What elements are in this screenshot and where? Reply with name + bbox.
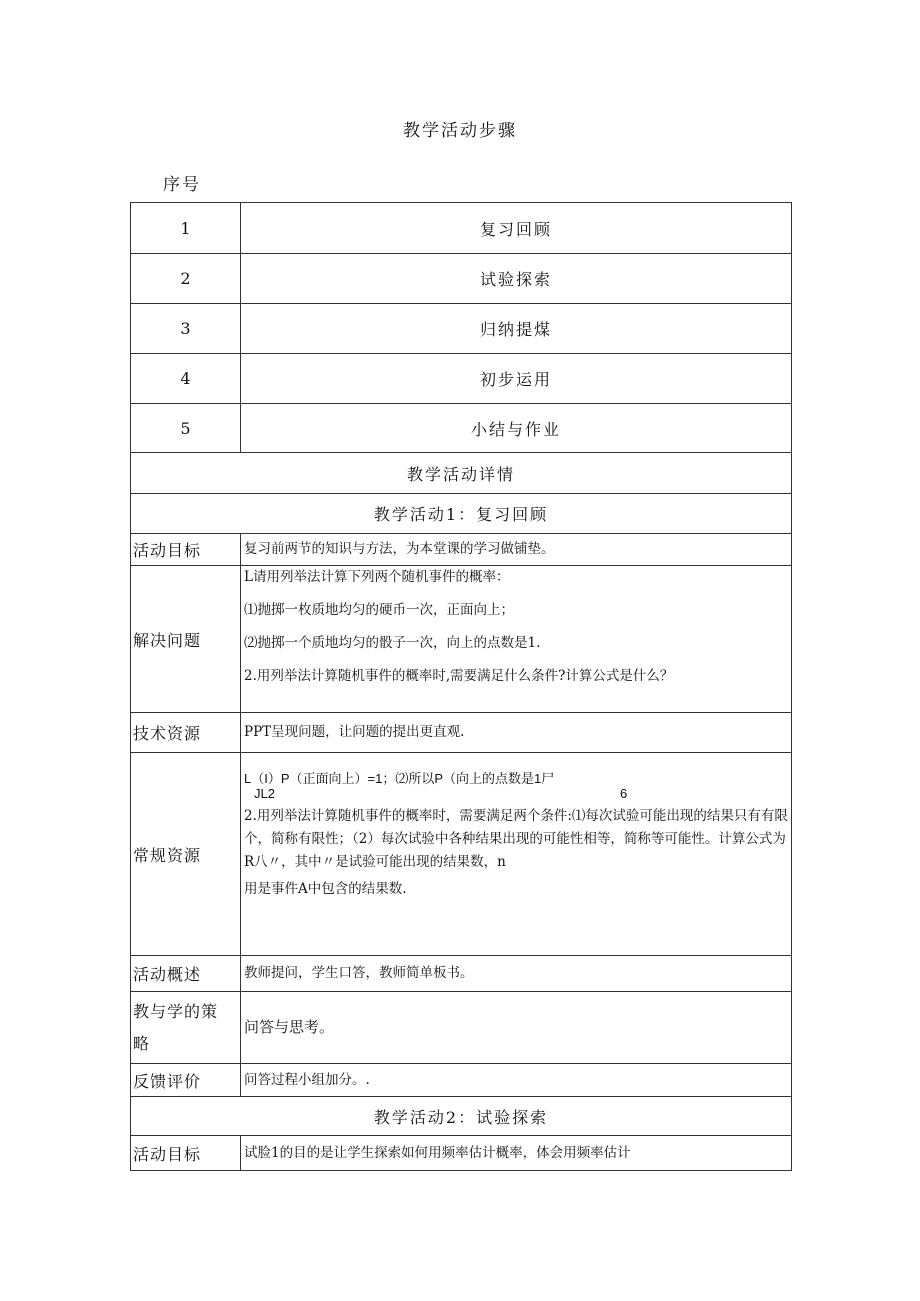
step-name: 小结与作业 [241, 404, 792, 453]
overview-text: 教师提问，学生口答，教师简单板书。 [241, 956, 792, 992]
step-number: 3 [131, 304, 241, 354]
strategy-text: 问答与思考。 [241, 992, 792, 1064]
activity1-feedback-row [131, 1064, 792, 1097]
tech-label: 技术资源 [131, 713, 241, 753]
activity1-goal-row [131, 534, 792, 566]
regular-label: 常规资源 [131, 753, 241, 956]
step-name: 归纳提煤 [241, 304, 792, 354]
activity2-heading-row [131, 1097, 792, 1136]
activity1-strategy-row [131, 992, 792, 1064]
activity1-tech-row [131, 713, 792, 753]
strategy-label-line2: 略 [133, 1033, 151, 1053]
step-name: 初步运用 [241, 354, 792, 404]
step-name: 试验探索 [241, 254, 792, 304]
step-number: 1 [131, 203, 241, 254]
sequence-label: 序号 [163, 175, 201, 195]
step-row [131, 304, 792, 354]
goal-text: 复习前两节的知识与方法，为本堂课的学习做铺垫。 [241, 534, 792, 566]
problem-line: ⑴抛掷一枚质地均匀的硬币一次，正面向上； [244, 601, 514, 618]
page-title: 教学活动步骤 [403, 121, 517, 141]
activity1-heading-row [131, 494, 792, 534]
step-row [131, 404, 792, 453]
regular-paragraph: 2.用列举法计算随机事件的概率时，需要满足两个条件:⑴每次试验可能出现的结果只有有限个，简称有限性；（2）每次试验中各种结果出现的可能性相等，简称等可能性。计算公式为R八〃，其中〃是试验可能出现的结果数，n [244, 807, 788, 871]
goal-label: 活动目标 [131, 1136, 241, 1171]
strategy-label-line1: 教与学的策 [133, 1001, 219, 1021]
regular-line1: L（I）P（正面向上）=1；⑵所以P（向上的点数是1尸 [244, 771, 555, 786]
step-number: 2 [131, 254, 241, 304]
activity2-goal-row [131, 1136, 792, 1171]
activity1-problem-row [131, 566, 792, 713]
problem-line: L请用列举法计算下列两个随机事件的概率： [244, 569, 510, 585]
goal-label: 活动目标 [131, 534, 241, 566]
step-name: 复习回顾 [241, 203, 792, 254]
activity1-overview-row [131, 956, 792, 992]
activity-table [130, 202, 792, 1171]
step-row [131, 254, 792, 304]
step-number: 4 [131, 354, 241, 404]
goal-text: 试脸1的目的是让学生探索如何用频率估计概率，体会用频率估计 [241, 1136, 792, 1171]
activity1-heading: 教学活动1：复习回顾 [131, 494, 792, 534]
problem-label: 解决问题 [131, 566, 241, 713]
step-row [131, 203, 792, 254]
problem-line: 2.用列举法计算随机事件的概率时,需要满足什么条件?计算公式是什么？ [244, 667, 674, 684]
fraction-denominator-right: 6 [620, 785, 628, 801]
activity1-regular-row [131, 753, 792, 956]
feedback-text: 问答过程小组加分。. [241, 1064, 792, 1097]
fraction-denominator-left: JL2 [254, 785, 275, 801]
activity2-heading: 教学活动2：试验探索 [131, 1097, 792, 1136]
tech-text: PPT呈现问题，让问题的提出更直观. [241, 713, 792, 753]
details-heading-row [131, 453, 792, 494]
problem-line: ⑵抛掷一个质地均匀的骰子一次，向上的点数是1. [244, 634, 541, 651]
overview-label: 活动概述 [131, 956, 241, 992]
feedback-label: 反馈评价 [131, 1064, 241, 1097]
regular-last-line: 用是事件A中包含的结果数. [244, 881, 407, 898]
step-row [131, 354, 792, 404]
step-number: 5 [131, 404, 241, 453]
details-heading: 教学活动详情 [131, 453, 792, 494]
